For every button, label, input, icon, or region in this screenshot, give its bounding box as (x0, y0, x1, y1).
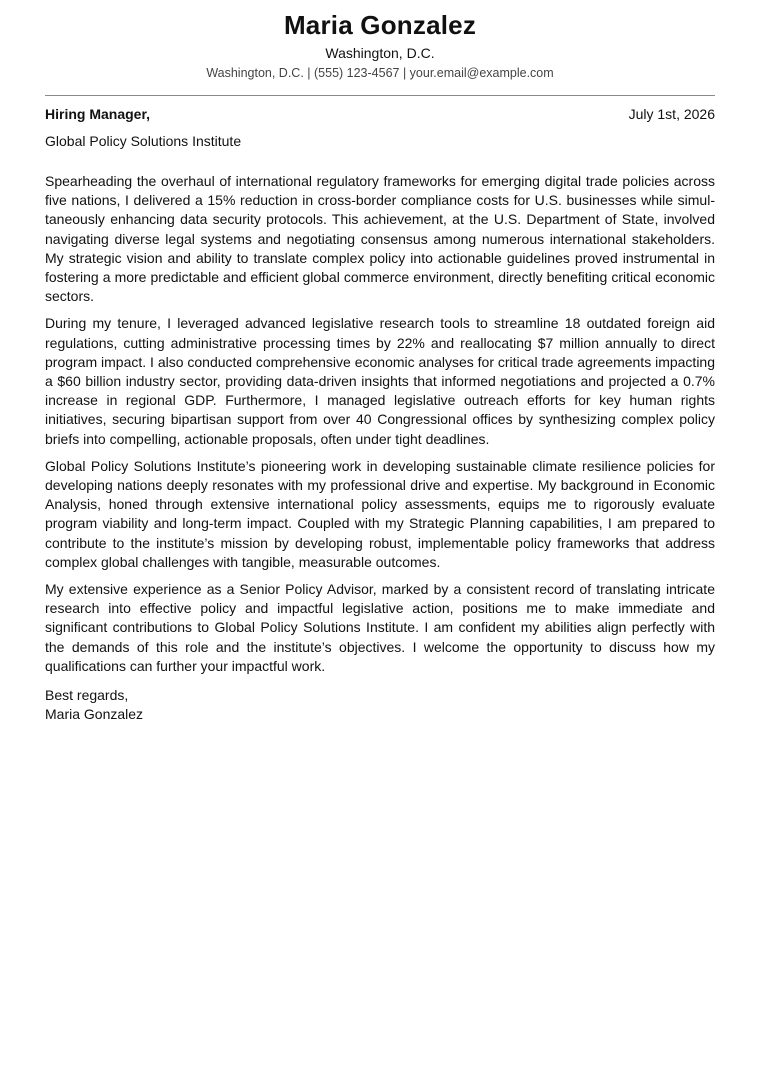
letter-closing (45, 686, 715, 724)
body-paragraph: During my tenure, I leveraged advanced legislative research tools to streamline 18 outdated foreign aid regulations, cutting administrative processing times by 22% and reallocating $7 million annually to direct program impact. I also conducted comprehensive economic analyses for critical trade agreements impacting a $60 billion industry sector, providing data-driven insights that informed negotiations and projected a 0.7% increase in regional GDP. Furthermore, I managed legislative outreach efforts for key human rights initiatives, securing bipartisan support from over 40 Congressional offices by synthesizing complex policy briefs into compelling, actionable proposals, often under tight deadlines. (45, 315, 715, 447)
applicant-name: Maria Gonzalez (283, 10, 477, 40)
applicant-location: Washington, D.C. (325, 45, 435, 61)
letter-date: July 1st, 2026 (628, 106, 715, 122)
letter-body (45, 172, 715, 676)
letter-header (45, 0, 715, 82)
body-paragraph: Global Policy Solutions Institute’s pioneering work in developing sustainable climate resilience policies for developing nations deeply resonates with my professional drive and expertise. My background in Economic Analysis, honed through extensive international policy assessments, equips me to rigorously evaluate program viability and long-term impact. Coupled with my Strategic Planning capabilities, I am prepared to contribute to the institute’s mission by developing robust, implementable policy frameworks that address complex global challenges with tangible, measurable outcomes. (45, 457, 715, 570)
signature-name: Maria Gonzalez (45, 706, 144, 723)
body-paragraph: Spearheading the overhaul of international regulatory frameworks for emerging digital trade policies across five nations, I delivered a 15% reduction in cross-border compliance costs for U.S. businesses while simultaneously enhancing data security protocols. This achievement, at the U.S. Department of State, involved navigating diverse legal systems and negotiating consensus among numerous international stakeholders. My strategic vision and ability to translate complex policy into actionable guidelines proved instrumental in fostering a more predictable and efficient global commerce environment, directly benefiting critical economic sectors. (45, 173, 715, 305)
header-divider (45, 95, 715, 96)
body-paragraph: My extensive experience as a Senior Policy Advisor, marked by a consistent record of translating intricate research into effective policy and impactful legislative action, positions me to make immediate and significant contributions to Global Policy Solutions Institute. I am confident my abilities align perfectly with the demands of this role and the institute’s objectives. I welcome the opportunity to discuss how my qualifications can further your impactful work. (45, 581, 715, 674)
recipient-salutation: Hiring Manager, (45, 106, 151, 122)
recipient-date-row (45, 105, 715, 123)
contact-line: Washington, D.C. | (555) 123-4567 | your.email@example.com (206, 66, 554, 80)
closing-phrase: Best regards, (45, 687, 129, 704)
company-name: Global Policy Solutions Institute (45, 133, 242, 149)
